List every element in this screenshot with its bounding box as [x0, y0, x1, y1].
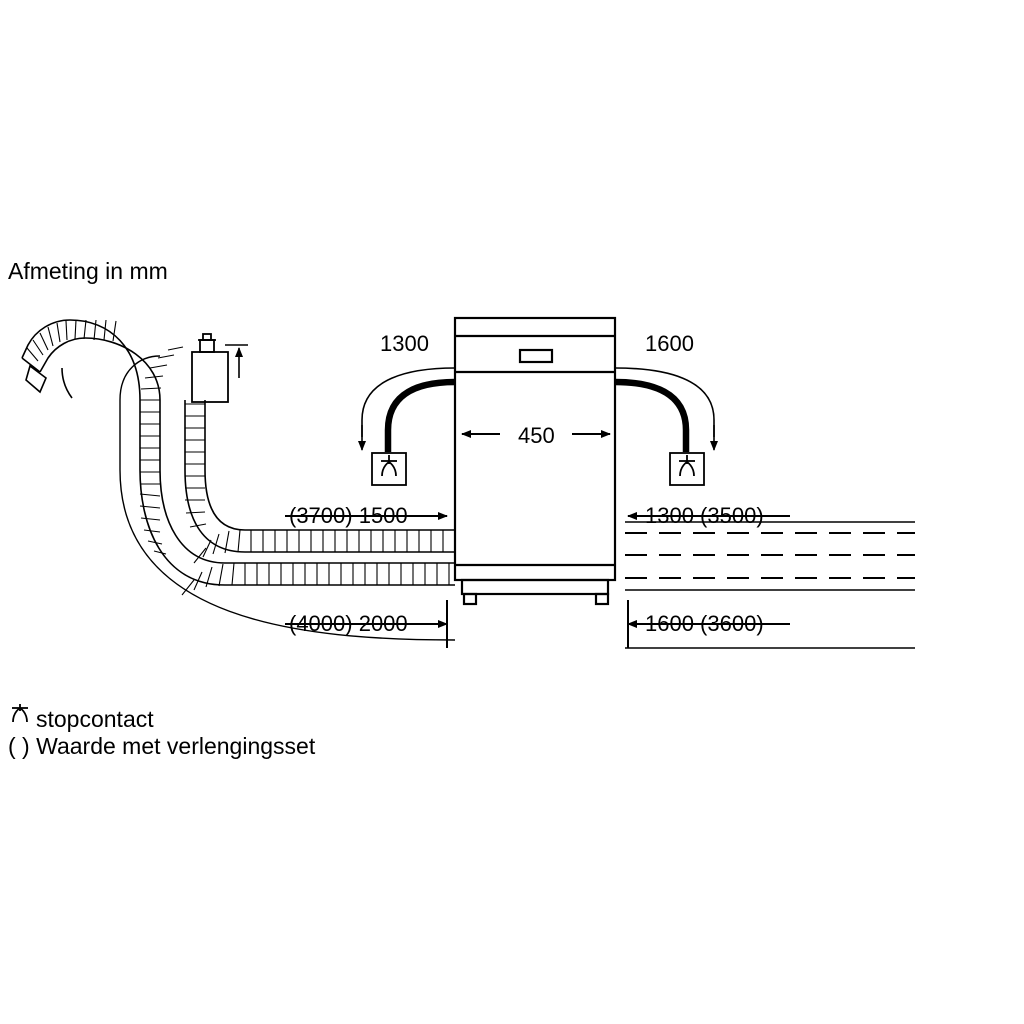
- dimension-label-width: 450: [518, 423, 555, 448]
- legend-extension-note: ( ) Waarde met verlengingsset: [8, 733, 316, 759]
- dishwasher-body: [455, 318, 615, 604]
- drain-hose-upper-ribs: [185, 404, 455, 563]
- legend-socket-label: stopcontact: [36, 706, 154, 732]
- dimension-label-right-lower: 1600 (3600): [645, 611, 764, 636]
- drain-hose-lower-ribs: [140, 347, 449, 595]
- water-supply-line-left: [120, 356, 455, 640]
- dimension-label-right-upper: 1300 (3500): [645, 503, 764, 528]
- legend-socket-icon: [8, 702, 34, 726]
- drain-hose-upper: [185, 400, 455, 552]
- left-power-cord: [362, 368, 455, 452]
- dimension-label-top-right: 1600: [645, 331, 694, 356]
- dimension-label-left-upper: (3700) 1500: [289, 503, 408, 528]
- page-title: Afmeting in mm: [8, 258, 168, 284]
- left-socket-icon: [372, 453, 406, 485]
- aquastop-valve: [192, 334, 228, 402]
- dimension-label-left-lower: (4000) 2000: [289, 611, 408, 636]
- right-power-cord: [615, 368, 714, 452]
- dimension-label-top-left: 1300: [380, 331, 429, 356]
- right-socket-icon: [670, 453, 704, 485]
- right-supply-dashed-lines: [625, 533, 915, 578]
